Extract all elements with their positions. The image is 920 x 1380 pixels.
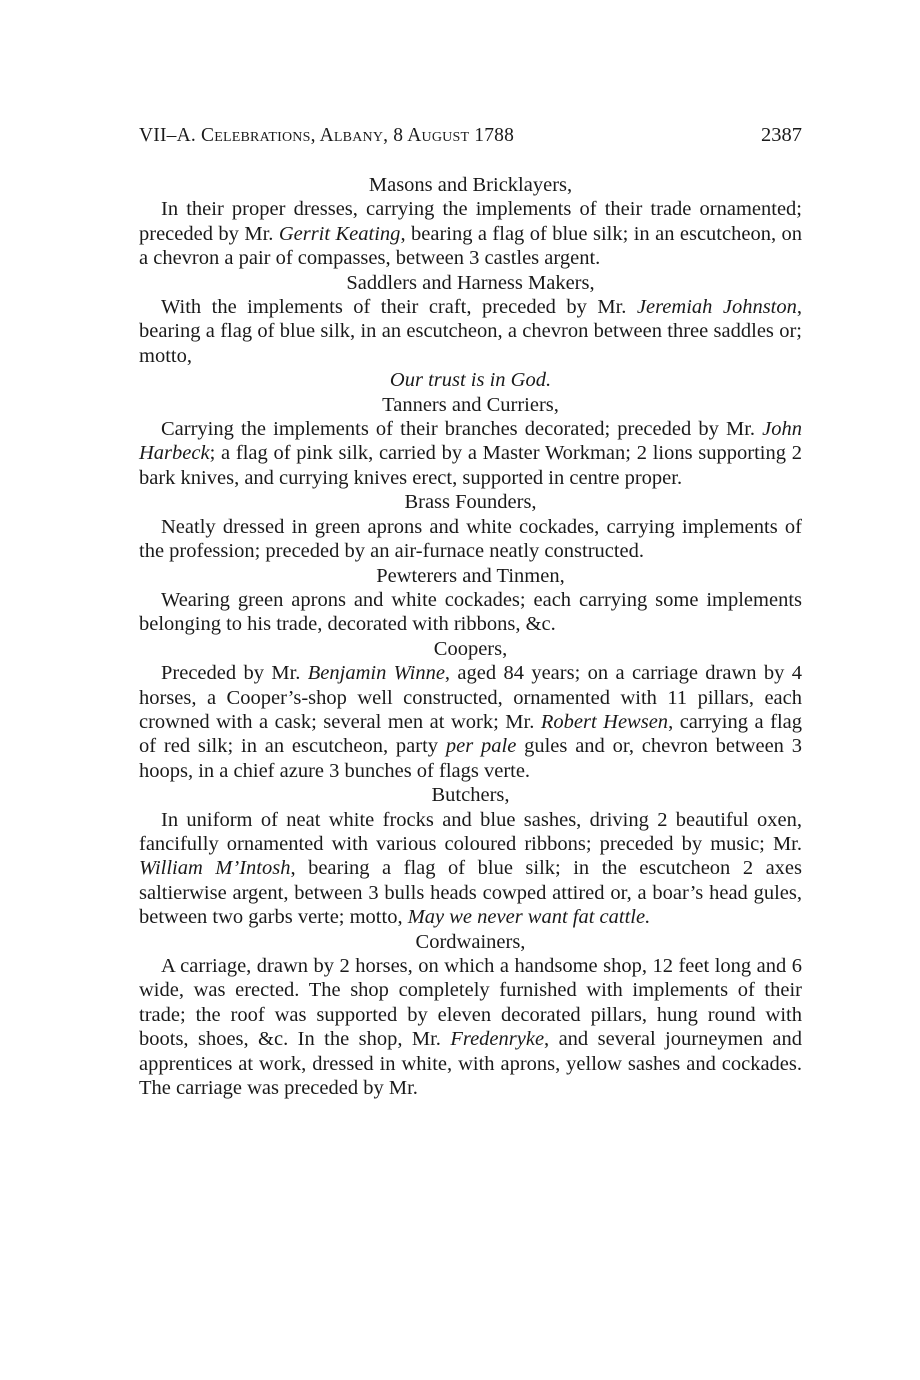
section-paragraph: [139, 954, 802, 1100]
italic-text-run: Robert Hewsen: [540, 710, 669, 733]
section-heading: Saddlers and Harness Makers,: [346, 271, 595, 294]
motto-line: Our trust is in God.: [389, 369, 552, 392]
document-page: [139, 120, 802, 1100]
text-run: ; a flag of pink silk, carried by a Master Workman; 2 lions supporting 2 bark knives, and currying knives erect, supported in centre proper.: [139, 442, 802, 489]
text-run: gules and or, chevron between 3 hoops, in a chief azure 3 bunches of flags verte.: [139, 735, 802, 782]
text-run: A carriage, drawn by 2 horses, on which a handsome shop, 12 feet long and 6 wide, was erected. The shop completely furnished with implements of their trade; the roof was supported by eleven decorated pillars, hung round with boots, shoes, &c. In the shop, Mr.: [139, 955, 802, 1051]
text-run: Preceded by Mr.: [161, 662, 308, 685]
italic-text-run: May we never want fat cattle.: [407, 906, 651, 929]
text-run: Carrying the implements of their branches decorated; preceded by Mr.: [161, 418, 763, 441]
text-run: , aged 84 years; on a carriage drawn by 4 horses, a Cooper’s-shop well constructed, ornamented with 11 pillars, each crowned with a cask; several men at work; Mr.: [139, 662, 802, 733]
section-paragraph: [139, 588, 802, 637]
text-run: In their proper dresses, carrying the implements of their trade ornamented; preceded by Mr.: [139, 198, 802, 245]
italic-text-run: Benjamin Winne: [307, 662, 445, 685]
section-heading: Masons and Bricklayers,: [368, 174, 573, 196]
italic-text-run: Gerrit Keating: [278, 222, 401, 245]
text-run: Neatly dressed in green aprons and white cockades, carrying implements of the profession; preceded by an air-furnace neatly constructed.: [139, 515, 802, 563]
text-run: With the implements of their craft, preceded by Mr.: [161, 296, 637, 319]
text-run: , and several journeymen and apprentices at work, dressed in white, with aprons, yellow sashes and cockades. The carriage was preceded by Mr.: [139, 1028, 802, 1100]
running-head: [139, 120, 802, 151]
text-run: Wearing green aprons and white cockades; each carrying some implements belonging to his trade, decorated with ribbons, &c.: [139, 588, 802, 636]
section-paragraph: [139, 417, 802, 490]
italic-text-run: Jeremiah Johnston: [636, 296, 797, 319]
italic-text-run: William M’Intosh: [139, 857, 291, 880]
text-run: , bearing a flag of blue silk, in an escutcheon, a chevron between three saddles or; motto,: [139, 296, 802, 367]
section-heading: Brass Founders,: [404, 491, 537, 514]
section-heading: Coopers,: [433, 637, 508, 660]
section-paragraph: [139, 295, 802, 368]
text-run: In uniform of neat white frocks and blue sashes, driving 2 beautiful oxen, fancifully ornamented with various coloured ribbons; preceded by music; Mr.: [139, 808, 802, 855]
text-run: , bearing a flag of blue silk; in an escutcheon, on a chevron a pair of compasses, between 3 castles argent.: [139, 222, 802, 270]
section-heading: Pewterers and Tinmen,: [376, 564, 565, 587]
italic-text-run: Fredenryke: [450, 1028, 545, 1051]
section-paragraph: [139, 661, 802, 783]
page-number: 2387: [761, 124, 802, 146]
section-heading: Butchers,: [431, 784, 510, 807]
text-run: , carrying a flag of red silk; in an escutcheon, party: [139, 710, 802, 758]
italic-text-run: John Harbeck: [139, 418, 802, 465]
running-head-title: VII–A. Celebrations, Albany, 8 August 1788: [139, 125, 515, 146]
text-run: , bearing a flag of blue silk; in the escutcheon 2 axes saltierwise argent, between 3 bulls heads cowped attired or, a boar’s head gules, between two garbs verte; motto,: [139, 857, 802, 929]
section-heading: Tanners and Curriers,: [382, 393, 559, 416]
document-body: [139, 173, 802, 1100]
section-paragraph: [139, 808, 802, 930]
section-paragraph: [139, 197, 802, 270]
section-paragraph: [139, 515, 802, 564]
section-heading: Cordwainers,: [415, 930, 526, 953]
italic-text-run: per pale: [445, 735, 517, 758]
